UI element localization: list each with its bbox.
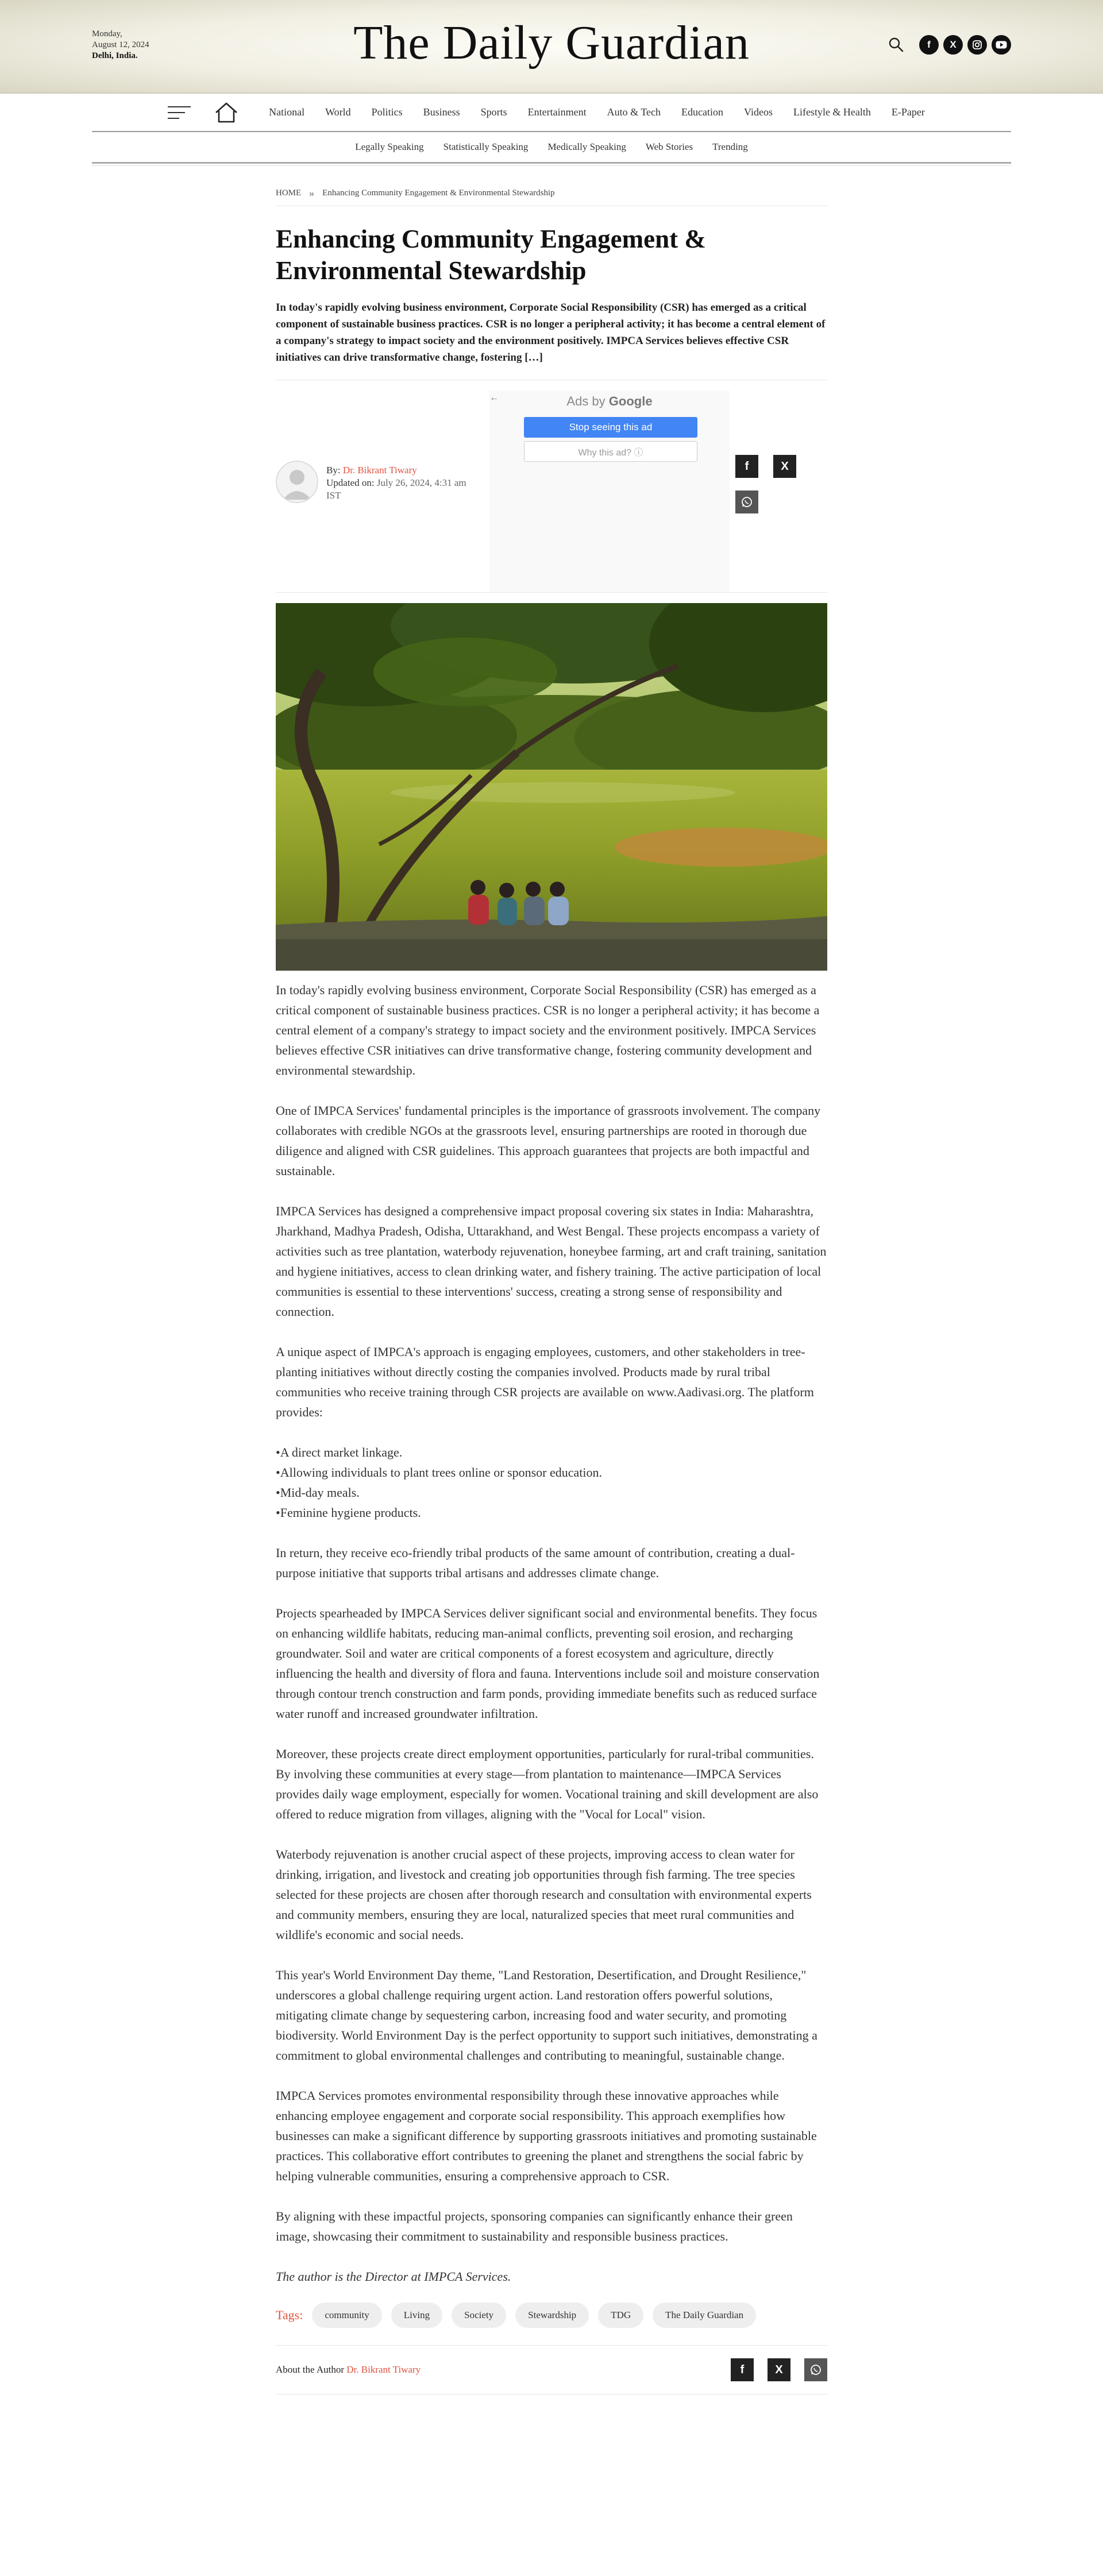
paragraph: This year's World Environment Day theme, "Land Restoration, Desertification, and Drought Resilience," underscores a global challenge requiring urgent action. Land restoration offers powerful solutions, mitigating climate change by sequestering carbon, increasing food and water security, and promoting biodiversity. World Environment Day is the perfect opportunity to support such initiatives, demonstrating a commitment to global environmental challenges and contributing to meaningful, sustainable change.	[276, 1968, 817, 2063]
nav-item-world[interactable]: World	[325, 106, 351, 118]
nav-item-videos[interactable]: Videos	[744, 106, 773, 118]
tag-the-daily-guardian[interactable]: The Daily Guardian	[653, 2303, 756, 2328]
paragraph: IMPCA Services has designed a comprehensive impact proposal covering six states in India: Maharashtra, Jharkhand, Madhya Pradesh, Odisha, Uttarakhand, and West Bengal. These projects encompass a variety of activities such as tree plantation, waterbody rejuvenation, honeybee farming, art and craft training, sanitation and hygiene initiatives, access to clean drinking water, and fishery training. The active participation of local communities is essential to these interventions' success, creating a strong sense of responsibility and connection.	[276, 1204, 827, 1319]
list-item: •Allowing individuals to plant trees online or sponsor education.	[276, 1465, 603, 1480]
list-item: •Mid-day meals.	[276, 1485, 360, 1500]
nav-item-epaper[interactable]: E-Paper	[891, 106, 925, 118]
header-actions	[886, 34, 1011, 55]
author-info	[326, 461, 466, 502]
article-body	[276, 980, 827, 2287]
home-icon[interactable]	[214, 101, 239, 124]
about-author-link[interactable]: Dr. Bikrant Tiwary	[346, 2364, 421, 2375]
paragraph: Projects spearheaded by IMPCA Services deliver significant social and environmental benefits. They focus on enhancing wildlife habitats, reducing man-animal conflicts, preventing soil erosion, and recharging groundwater. Soil and water are critical components of a forest ecosystem and agriculture, directly influencing the health and diversity of flora and fauna. Interventions include soil and moisture conservation through contour trench construction and farm ponds, providing immediate benefits such as reduced surface water runoff and increased groundwater infiltration.	[276, 1606, 820, 1721]
paragraph: Waterbody rejuvenation is another crucial aspect of these projects, improving access to clean water for drinking, irrigation, and livestock and creating job opportunities through fish farming. The tree species selected for these projects are chosen after thorough research and consultation with environmental experts and community members, ensuring they are local, naturalized species that meet rural communities and wildlife's economic and social needs.	[276, 1847, 812, 1942]
sub-nav-legally-speaking[interactable]: Legally Speaking	[355, 141, 424, 152]
about-share-buttons	[731, 2358, 827, 2381]
nav-item-business[interactable]: Business	[423, 106, 460, 118]
nav-item-sports[interactable]: Sports	[480, 106, 507, 118]
ad-back-arrow-icon[interactable]: ←	[489, 393, 499, 403]
share-x-icon[interactable]: X	[773, 455, 796, 478]
ads-by-google	[489, 394, 730, 409]
tag-stewardship[interactable]: Stewardship	[515, 2303, 589, 2328]
avatar[interactable]	[276, 461, 318, 503]
tag-tdg[interactable]: TDG	[598, 2303, 643, 2328]
paragraph: By aligning with these impactful projects, sponsoring companies can significantly enhance their green image, showcasing their commitment to sustainability and responsible business practices.	[276, 2209, 793, 2243]
hero-image	[276, 603, 827, 971]
sub-nav-web-stories[interactable]: Web Stories	[645, 141, 693, 152]
about-author	[276, 2345, 827, 2395]
article-title: Enhancing Community Engagement & Environmental Stewardship	[276, 225, 706, 285]
about-author-text	[276, 2364, 421, 2376]
ad-slot	[489, 391, 730, 592]
timezone-label: IST	[326, 490, 341, 501]
why-this-ad-button[interactable]: Why this ad? ⓘ	[524, 441, 697, 462]
by-label: By:	[326, 465, 341, 476]
youtube-icon[interactable]	[992, 35, 1011, 55]
article-excerpt: In today's rapidly evolving business environment, Corporate Social Responsibility (CSR) has emerged as a critical component of sustainable business practices. CSR is no longer a peripheral activity; it has become a central element of a company's strategy to impact society and the environment positively. IMPCA Services believes effective CSR initiatives can drive transformative change, fostering […]	[276, 299, 827, 380]
share-whatsapp-icon[interactable]	[735, 491, 758, 513]
ads-brand: Google	[608, 394, 653, 408]
author-link[interactable]: Dr. Bikrant Tiwary	[342, 465, 417, 476]
updated-label: Updated on:	[326, 477, 375, 488]
paragraph: A unique aspect of IMPCA's approach is engaging employees, customers, and other stakeholders in tree-planting initiatives without directly costing the companies involved. Products made by rural tribal communities who receive training through CSR projects are available on www.Aadivasi.org. The platform provides:	[276, 1345, 814, 1419]
day-label: Monday,	[92, 29, 122, 38]
author-box	[276, 461, 466, 503]
share-whatsapp-icon[interactable]	[804, 2358, 827, 2381]
breadcrumb-home[interactable]: HOME	[276, 188, 302, 198]
nav-item-lifestyle-health[interactable]: Lifestyle & Health	[793, 106, 871, 118]
x-icon[interactable]: X	[943, 35, 963, 55]
nav-item-education[interactable]: Education	[681, 106, 724, 118]
search-icon[interactable]	[886, 34, 907, 55]
share-facebook-icon[interactable]: f	[735, 455, 758, 478]
updated-time: July 26, 2024, 4:31 am	[376, 477, 466, 488]
paragraph: In today's rapidly evolving business environment, Corporate Social Responsibility (CSR) has emerged as a critical component of sustainable business practices. CSR is no longer a peripheral activity; it has become a central element of a company's strategy to impact society and the environment positively. IMPCA Services believes effective CSR initiatives can drive transformative change, fostering community development and environmental stewardship.	[276, 983, 820, 1077]
author-note: The author is the Director at IMPCA Services.	[276, 2269, 511, 2284]
breadcrumb-separator: »	[309, 187, 315, 199]
nav-item-auto-tech[interactable]: Auto & Tech	[607, 106, 661, 118]
breadcrumb	[276, 186, 827, 206]
page-end	[276, 2395, 827, 2429]
article	[276, 166, 827, 2429]
ads-by-label: Ads by	[566, 394, 606, 408]
paragraph: Moreover, these projects create direct employment opportunities, particularly for rural-tribal communities. By involving these communities at every stage—from plantation to maintenance—IMPCA Services provides daily wage employment, especially for women. Vocational training and skill development are also offered to reduce migration from villages, aligning with the "Vocal for Local" vision.	[276, 1747, 819, 1821]
share-x-icon[interactable]: X	[768, 2358, 790, 2381]
article-meta	[276, 380, 827, 593]
nav-item-politics[interactable]: Politics	[371, 106, 403, 118]
tag-society[interactable]: Society	[452, 2303, 506, 2328]
nav-item-entertainment[interactable]: Entertainment	[527, 106, 587, 118]
breadcrumb-current: Enhancing Community Engagement & Environmental Stewardship	[322, 188, 555, 198]
list-item: •Feminine hygiene products.	[276, 1505, 421, 1520]
menu-icon[interactable]	[168, 104, 191, 121]
sub-nav-trending[interactable]: Trending	[712, 141, 748, 152]
about-author-label: About the Author	[276, 2364, 344, 2375]
main-nav	[0, 94, 1103, 131]
nav-item-national[interactable]: National	[269, 106, 305, 118]
paragraph: One of IMPCA Services' fundamental principles is the importance of grassroots involvement. The company collaborates with credible NGOs at the grassroots level, ensuring partnerships are rooted in thorough due diligence and aligned with CSR guidelines. This approach guarantees that projects are both impactful and sustainable.	[276, 1103, 821, 1178]
tags-label: Tags:	[276, 2308, 303, 2322]
tag-living[interactable]: Living	[391, 2303, 442, 2328]
share-buttons	[735, 455, 796, 513]
top-header	[0, 0, 1103, 94]
stop-seeing-ad-button[interactable]: Stop seeing this ad	[524, 417, 697, 438]
instagram-icon[interactable]	[967, 35, 987, 55]
bullet-list	[276, 1442, 827, 1523]
city-label: Delhi, India.	[92, 51, 138, 60]
date-label: August 12, 2024	[92, 40, 149, 49]
paragraph: IMPCA Services promotes environmental responsibility through these innovative approaches while enhancing employee engagement and corporate social responsibility. This approach exemplifies how businesses can make a significant difference by supporting grassroots initiatives and promoting sustainable practices. This collaborative effort contributes to greening the planet and strengthens the social fabric by helping vulnerable communities, ensuring a comprehensive approach to CSR.	[276, 2088, 817, 2183]
share-facebook-icon[interactable]: f	[731, 2358, 754, 2381]
sub-nav-wrapper	[92, 131, 1011, 164]
sub-nav	[92, 132, 1011, 162]
sub-nav-statistically-speaking[interactable]: Statistically Speaking	[443, 141, 529, 152]
tags-row	[276, 2303, 827, 2328]
tag-community[interactable]: community	[312, 2303, 381, 2328]
sub-nav-medically-speaking[interactable]: Medically Speaking	[547, 141, 626, 152]
facebook-icon[interactable]: f	[919, 35, 939, 55]
masthead-logo[interactable]: The Daily Guardian	[353, 16, 750, 69]
list-item: •A direct market linkage.	[276, 1445, 403, 1459]
paragraph: In return, they receive eco-friendly tribal products of the same amount of contribution, creating a dual-purpose initiative that supports tribal artisans and addresses climate change.	[276, 1546, 795, 1580]
